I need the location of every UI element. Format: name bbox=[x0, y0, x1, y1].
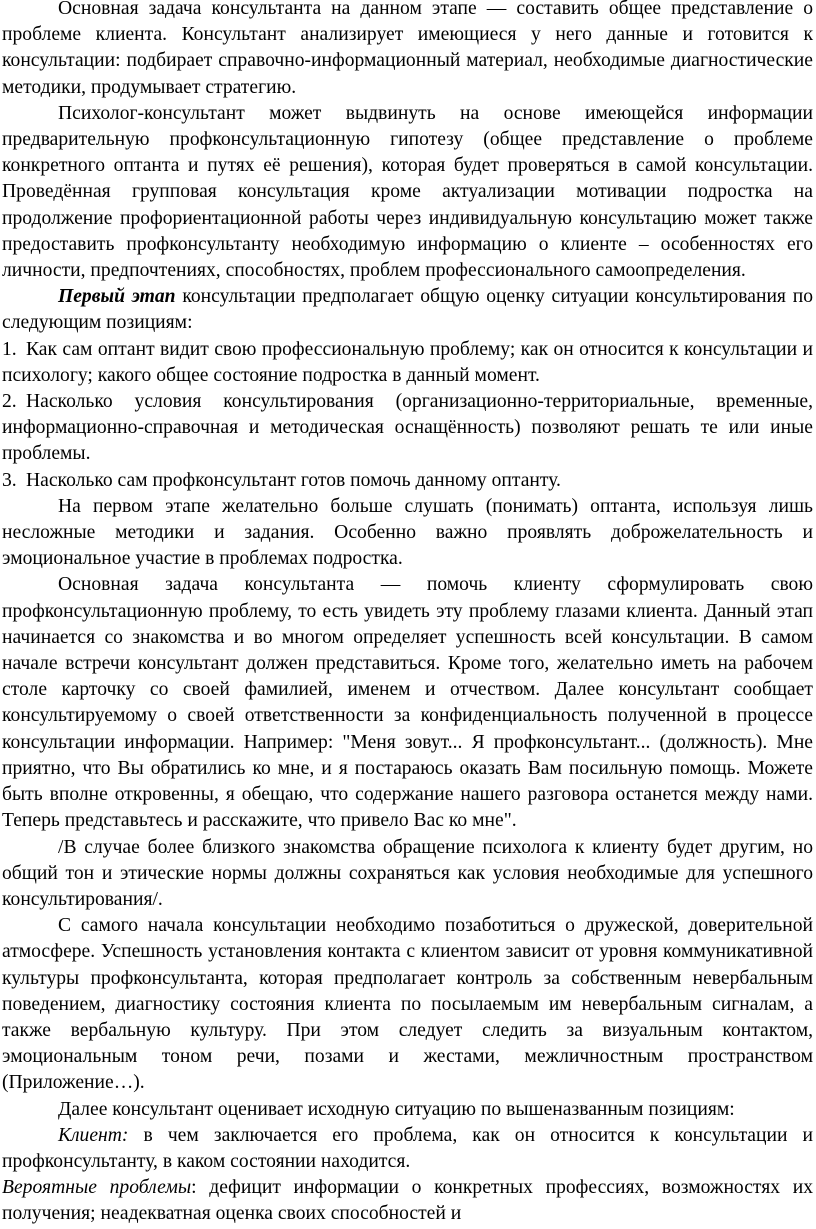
list-item-number: 3. bbox=[2, 469, 17, 491]
paragraph-closer-acquaintance: /В случае более близкого знакомства обращение психолога к клиенту будет другим, но общий тон и этические нормы должны сохраняться как условия необходимые для успешного консультирования/. bbox=[2, 836, 813, 910]
list-item-text: Как сам оптант видит свою профессиональную проблему; как он относится к консультации и психологу; какого общее состояние подростка в данный момент. bbox=[2, 338, 813, 386]
list-item bbox=[2, 389, 813, 468]
paragraph-main-task: Основная задача консультанта — помочь клиенту сформулировать свою профконсультационную проблему, то есть увидеть эту проблему глазами клиента. Данный этап начинается со знакомства и во многом определяет успешность всей консультации. В самом начале встречи консультант должен представиться. Кроме того, желательно иметь на рабочем столе карточку со своей фамилией, именем и отчеством. Далее консультант сообщает консультируемому о своей ответственности за конфиденциальность полученной в процессе консультации информации. Например: "Меня зовут... Я профконсультант... (должность). Мне приятно, что Вы обратились ко мне, и я постараюсь оказать Вам посильную помощь. Можете быть вполне откровенны, я обещаю, что содержание нашего разговора останется между нами. Теперь представьтесь и расскажите, что привело Вас ко мне". bbox=[2, 574, 813, 832]
paragraph-probable-problems bbox=[2, 1175, 813, 1227]
probable-problems-text: : дефицит информации о конкретных профессиях, возможностях их получения; неадекватная оценка своих способностей и bbox=[2, 1177, 813, 1225]
paragraph-listening: На первом этапе желательно больше слушать (понимать) оптанта, используя лишь несложные методики и задания. Особенно важно проявлять доброжелательность и эмоциональное участие в проблемах подростка. bbox=[2, 495, 813, 570]
client-text: в чем заключается его проблема, как он относится к консультации и профконсультанту, в каком состоянии находится. bbox=[2, 1124, 813, 1172]
probable-problems-label: Вероятные проблемы bbox=[2, 1177, 192, 1199]
list-item-number: 1. bbox=[2, 338, 17, 360]
paragraph-assessment: Далее консультант оценивает исходную ситуацию по вышеназванным позициям: bbox=[58, 1098, 735, 1120]
paragraph-client bbox=[2, 1123, 813, 1175]
list-item-number: 2. bbox=[2, 391, 17, 413]
list-item-text: Насколько условия консультирования (организационно-территориальные, временные, информационно-справочная и методическая оснащённость) позволяют решать те или иные проблемы. bbox=[2, 391, 813, 465]
list-item bbox=[2, 337, 813, 389]
first-stage-heading: Первый этап bbox=[58, 286, 176, 308]
client-label: Клиент: bbox=[58, 1124, 129, 1146]
list-item-text: Насколько сам профконсультант готов помочь данному оптанту. bbox=[26, 469, 561, 491]
paragraph-hypothesis: Психолог-консультант может выдвинуть на основе имеющейся информации предварительную профконсультационную гипотезу (общее представление о проблеме конкретного оптанта и путях её решения), которая будет проверяться в самой консультации. Проведённая групповая консультация кроме актуализации мотивации подростка на продолжение профориентационной работы через индивидуальную консультацию может также предоставить профконсультанту необходимую информацию о клиенте – особенностях его личности, предпочтениях, способностях, проблем профессионального самоопределения. bbox=[2, 102, 813, 282]
paragraph-atmosphere: С самого начала консультации необходимо позаботиться о дружеской, доверительной атмосфере. Успешность установления контакта с клиентом зависит от уровня коммуникативной культуры профконсультанта, которая предполагает контроль за собственным невербальным поведением, диагностику состояния клиента по посылаемым им невербальным сигналам, а также вербальную культуру. При этом следует следить за визуальным контактом, эмоциональным тоном речи, позами и жестами, межличностным пространством (Приложение…). bbox=[2, 915, 813, 1094]
list-item bbox=[2, 468, 813, 494]
first-stage-text: консультации предполагает общую оценку ситуации консультирования по следующим позициям: bbox=[2, 286, 814, 334]
paragraph-stage-task: Основная задача консультанта на данном этапе — составить общее представление о проблеме клиента. Консультант анализирует имеющиеся у него данные и готовится к консультации: подбирает справочно-информационный материал, необходимые диагностические методики, продумывает стратегию. bbox=[2, 0, 813, 98]
paragraph-first-stage bbox=[2, 284, 813, 336]
